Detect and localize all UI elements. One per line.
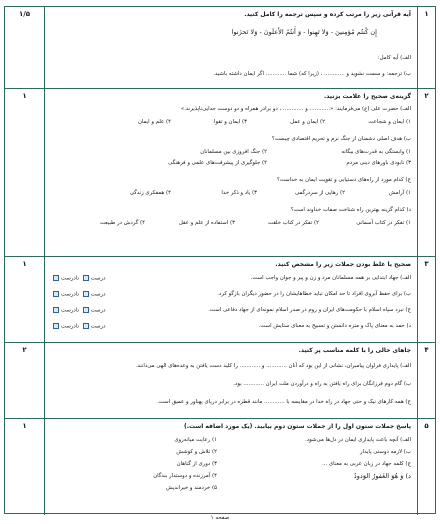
false-checkbox[interactable] [53,291,59,297]
question-3 [5,257,435,343]
question-number: ۱ [417,7,435,88]
mcq-d-option-3[interactable]: ۳) استفاده از علم و عقل [178,220,235,226]
question-score: ۱ [5,89,45,256]
question-score: ۱ [5,419,45,515]
question-title: آیه قرآنی زیر را مرتب کرده و سپس ترجمه را کامل کنید. [244,11,411,18]
match-left-item: د) وَ هُوَ الغَفورُ الوَدودُ [353,472,411,480]
false-label: نادرست [61,307,79,314]
true-label: درست [90,307,106,314]
mcq-a-option-3[interactable]: ۳) ایمان و تقوا [214,119,247,125]
question-title: صحیح یا غلط بودن جملات زیر را مشخص کنید. [275,261,411,268]
mcq-b-option-4[interactable]: ۴) جلوگیری از پیشرفت‌های علمی و فرهنگی [168,160,267,166]
mcq-a-option-1[interactable]: ۱) ایمان و شجاعت [368,119,411,125]
mcq-b-option-1[interactable]: ۱) وابستگی به قدرت‌های بیگانه [341,149,411,155]
question-body [45,89,417,256]
false-checkbox[interactable] [53,275,59,281]
true-checkbox[interactable] [83,291,89,297]
question-score: ۲ [5,343,45,418]
mcq-d-option-2[interactable]: ۲) تفکر در کتاب خلقت [267,220,319,226]
match-left-item: ج) کلمه جهاد در زبان عربی به معنای ... [322,461,411,467]
true-checkbox[interactable] [83,323,89,329]
fill-blank-b[interactable]: ب) گام دوم فرزانگان برای راه یافتن به راه و درآوردن ملت ایران ............ بود. [233,381,411,387]
page-footer: صفحه ۱ [210,515,230,521]
mcq-d-text: د) کدام گزینه بهترین راه شناخت صفات خداوند است؟ [290,207,411,213]
mcq-a-option-2[interactable]: ۲) ایمان و عمل [290,119,325,125]
mcq-c-option-3[interactable]: ۳) یاد و ذکر خدا [221,190,257,196]
tf-item-c: ج) نبرد سپاه اسلام با حکومت‌های ایران و روم در صدر اسلام نمونه‌ای از جهاد دفاعی است. [208,307,411,313]
true-label: درست [90,323,106,330]
mcq-c-text: ج) کدام مورد از راه‌های دستیابی و تقویت ایمان به خداست؟ [276,177,411,183]
match-right-item: ۱) رعایت میانه‌روی [174,437,217,443]
mcq-b-text: ب) هدف اصلی دشمنان از جنگ نرم و تحریم اقتصادی چیست؟ [271,136,411,142]
mcq-c-option-4[interactable]: ۴) همفکری زندگی [129,190,171,196]
fill-blank-a[interactable]: الف) پایداری فراوان پیامبران، نشانی از این بود که آنان ............ و ............ را کلید دست یافتن به وعده‌های الهی می‌دانند. [135,363,411,369]
mcq-a-option-4[interactable]: ۴) علم و ایمان [137,119,171,125]
false-label: نادرست [61,275,79,282]
mcq-b-option-2[interactable]: ۲) جنگ افروزی بین مسلمانان [200,149,267,155]
tf-item-a: الف) جهاد ابتدایی بر همه مسلمانان مرد و زن و پیر و جوان واجب است. [250,275,411,281]
true-checkbox[interactable] [83,275,89,281]
match-right-item: ۵) خردمند و خیراندیش [166,485,217,491]
question-title: پاسخ جملات ستون اول را از جملات ستون دوم بیابید. (یک مورد اضافه است.) [184,423,411,430]
question-title: جاهای خالی را با کلمه مناسب پر کنید. [298,347,411,354]
false-checkbox[interactable] [53,323,59,329]
false-label: نادرست [61,323,79,330]
question-number: ۴ [417,343,435,418]
question-1 [5,7,435,89]
tf-options-b [51,291,106,298]
tf-item-b: ب) برای حفظ آبروی افراد تا حد امکان نباید خطاهایشان را در حضور دیگران بازگو کرد. [217,291,411,297]
quran-verse: إِن کُنتُم مُؤمِنینَ - وَلا تَهِنوا - وَ أَنتُمُ الأَعلَونَ - وَلا تَحزَنوا [231,28,377,36]
fill-blank-c[interactable]: ج) همه کارهای نیک و حتی جهاد در راه خدا در مقایسه با ............ مانند قطره در برابر دریای پهناور و عمیق است. [157,399,411,405]
true-label: درست [90,275,106,282]
tf-options-c [51,307,106,314]
match-left-item: ب) لازمه دوستی پایدار [360,449,411,455]
question-body [45,257,417,342]
question-title: گزینه‌ی صحیح را علامت بزنید. [324,93,411,100]
question-2 [5,89,435,257]
question-body [45,343,417,418]
question-number: ۳ [417,257,435,342]
mcq-d-option-4[interactable]: ۴) گردش در طبیعت [99,220,145,226]
question-5 [5,419,435,515]
question-number: ۲ [417,89,435,256]
tf-options-a [51,275,106,282]
question-score: ۱/۵ [5,7,45,88]
match-right-item: ۴) آمرزنده و دوستدار بندگان [153,473,217,479]
false-checkbox[interactable] [53,307,59,313]
match-right-item: ۲) تلاش و کوشش [176,449,217,455]
match-right-item: ۳) دوری از گناهان [176,461,217,467]
question-score: ۱ [5,257,45,342]
full-verse-label: الف) آیه کامل: [377,55,411,61]
question-number: ۵ [417,419,435,515]
mcq-c-option-2[interactable]: ۲) رهایی از سردرگمی [294,190,345,196]
false-label: نادرست [61,291,79,298]
mcq-d-option-1[interactable]: ۱) تفکر در کتاب آسمانی [356,220,411,226]
true-label: درست [90,291,106,298]
mcq-a-text: الف) حضرت علی (ع) می‌فرمایند: «............ و ............ ، دو برادر همراه و دو دوست جدایی‌ناپذیرند.» [180,106,411,112]
question-body [45,419,417,515]
tf-options-d [51,323,106,330]
match-left-item: الف) آنچه باعث پایداری ایمان در دل‌ها می‌شود. [305,437,411,443]
exam-page [4,6,436,514]
mcq-c-option-1[interactable]: ۱) آرامش [388,190,411,196]
translation-line[interactable]: ب) ترجمه: و سست نشوید و ............ ، (زیرا که) شما ............ اگر ایمان داشته باشید. [213,71,411,77]
question-4 [5,343,435,419]
tf-item-d: د) حمد به معنای پاک و منزه دانستن و تسبیح به معنای ستایش است. [258,323,411,329]
mcq-b-option-3[interactable]: ۳) نابودی باورهای دینی مردم [346,160,411,166]
true-checkbox[interactable] [83,307,89,313]
question-body [45,7,417,88]
